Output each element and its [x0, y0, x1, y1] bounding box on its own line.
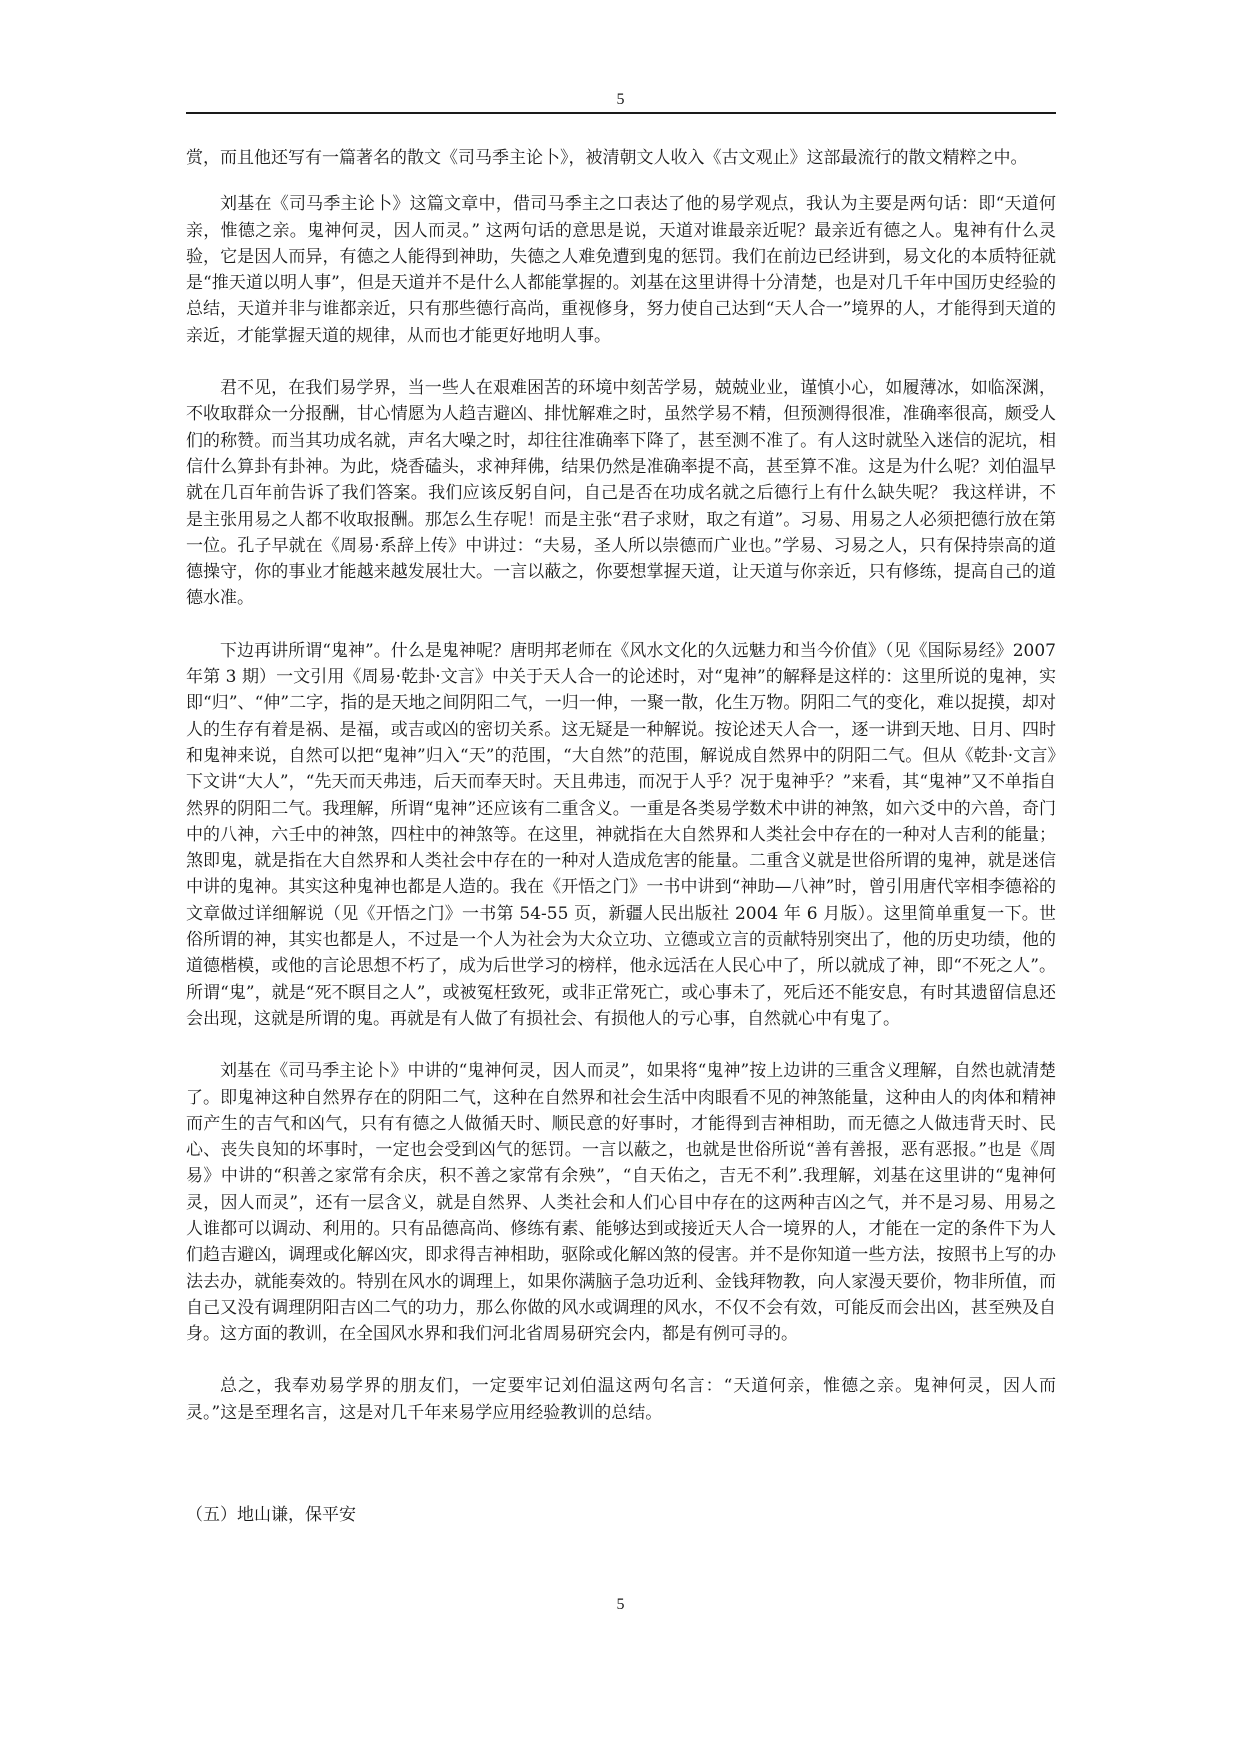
paragraph-2: 刘基在《司马季主论卜》这篇文章中，借司马季主之口表达了他的易学观点，我认为主要是两句话：即“天道何亲，惟德之亲。鬼神何灵，因人而灵。” 这两句话的意思是说，天道对谁最亲近呢？最亲近有德之人。鬼神有什么灵验，它是因人而异，有德之人能得到神助，失德之人难免遭到鬼的惩罚。我们在前边已经讲到，易文化的本质特征就是“推天道以明人事”，但是天道并不是什么人都能掌握的。刘基在这里讲得十分清楚，也是对几千年中国历史经验的总结，天道并非与谁都亲近，只有那些德行高尚，重视修身，努力使自己达到“天人合一”境界的人，才能得到天道的亲近，才能掌握天道的规律，从而也才能更好地明人事。	[186, 194, 1056, 346]
paragraph-5: 刘基在《司马季主论卜》中讲的“鬼神何灵，因人而灵”，如果将“鬼神”按上边讲的三重含义理解，自然也就清楚了。即鬼神这种自然界存在的阴阳二气，这种在自然界和社会生活中肉眼看不见的神煞能量，这种由人的肉体和精神而产生的吉气和凶气，只有有德之人做循天时、顺民意的好事时，才能得到吉神相助，而无德之人做违背天时、民心、丧失良知的坏事时，一定也会受到凶气的惩罚。一言以蔽之，也就是世俗所说“善有善报，恶有恶报。”也是《周易》中讲的“积善之家常有余庆，积不善之家常有余殃”，“自天佑之，吉无不利”.我理解，刘基在这里讲的“鬼神何灵，因人而灵”，还有一层含义，就是自然界、人类社会和人们心目中存在的这两种吉凶之气，并不是习易、用易之人谁都可以调动、利用的。只有品德高尚、修练有素、能够达到或接近天人合一境界的人，才能在一定的条件下为人们趋吉避凶，调理或化解凶灾，即求得吉神相助，驱除或化解凶煞的侵害。并不是你知道一些方法，按照书上写的办法去办，就能奏效的。特别在风水的调理上，如果你满脑子急功近利、金钱拜物教，向人家漫天要价，物非所值，而自己又没有调理阴阳吉凶二气的功力，那么你做的风水或调理的风水，不仅不会有效，可能反而会出凶，甚至殃及自身。这方面的教训，在全国风水界和我们河北省周易研究会内，都是有例可寻的。	[186, 1061, 1056, 1345]
paragraph-4: 下边再讲所谓“鬼神”。什么是鬼神呢？唐明邦老师在《风水文化的久远魅力和当今价值》（见《国际易经》2007 年第 3 期）一文引用《周易·乾卦·文言》中关于天人合一的论述时，对“鬼神”的解释是这样的：这里所说的鬼神，实即“归”、“伸”二字，指的是天地之间阴阳二气，一归一伸，一聚一散，化生万物。阴阳二气的变化，难以捉摸，却对人的生存有着是祸、是福，或吉或凶的密切关系。这无疑是一种解说。按论述天人合一，逐一讲到天地、日月、四时和鬼神来说，自然可以把“鬼神”归入“天”的范围，“大自然”的范围，解说成自然界中的阴阳二气。但从《乾卦·文言》下文讲“大人”，“先天而天弗违，后天而奉天时。天且弗违，而况于人乎？况于鬼神乎？”来看，其“鬼神”又不单指自然界的阴阳二气。我理解，所谓“鬼神”还应该有二重含义。一重是各类易学数术中讲的神煞，如六爻中的六兽，奇门中的八神，六壬中的神煞，四柱中的神煞等。在这里，神就指在大自然界和人类社会中存在的一种对人吉利的能量；煞即鬼，就是指在大自然界和人类社会中存在的一种对人造成危害的能量。二重含义就是世俗所谓的鬼神，就是迷信中讲的鬼神。其实这种鬼神也都是人造的。我在《开悟之门》一书中讲到“神助—八神”时，曾引用唐代宰相李德裕的文章做过详细解说（见《开悟之门》一书第 54-55 页，新疆人民出版社 2004 年 6 月版）。这里简单重复一下。世俗所谓的神，其实也都是人，不过是一个人为社会为大众立功、立德或立言的贡献特别突出了，他的历史功绩，他的道德楷模，或他的言论思想不朽了，成为后世学习的榜样，他永远活在人民心中了，所以就成了神，即“不死之人”。所谓“鬼”，就是“死不瞑目之人”，或被冤枉致死，或非正常死亡，或心事未了，死后还不能安息，有时其遗留信息还会出现，这就是所谓的鬼。再就是有人做了有损社会、有损他人的亏心事，自然就心中有鬼了。	[186, 640, 1056, 1029]
header-page-number: 5	[616, 91, 625, 108]
section-heading: （五）地山谦，保平安	[186, 1505, 356, 1525]
document-body	[186, 145, 1056, 1452]
paragraph-1: 赏，而且他还写有一篇著名的散文《司马季主论卜》，被清朝文人收入《古文观止》这部最流行的散文精粹之中。	[186, 148, 1028, 168]
header-rule	[186, 112, 1056, 114]
paragraph-3: 君不见，在我们易学界，当一些人在艰难困苦的环境中刻苦学易，兢兢业业，谨慎小心，如履薄冰，如临深渊，不收取群众一分报酬，甘心情愿为人趋吉避凶、排忧解难之时，虽然学易不精，但预测得很准，准确率很高，颇受人们的称赞。而当其功成名就，声名大噪之时，却往往准确率下降了，甚至测不准了。有人这时就坠入迷信的泥坑，相信什么算卦有卦神。为此，烧香磕头，求神拜佛，结果仍然是准确率提不高，甚至算不准。这是为什么呢？刘伯温早就在几百年前告诉了我们答案。我们应该反躬自问，自己是否在功成名就之后德行上有什么缺失呢？ 我这样讲，不是主张用易之人都不收取报酬。那怎么生存呢！而是主张“君子求财，取之有道”。习易、用易之人必须把德行放在第一位。孔子早就在《周易·系辞上传》中讲过：“夫易，圣人所以崇德而广业也。”学易、习易之人，只有保持崇高的道德操守，你的事业才能越来越发展壮大。一言以蔽之，你要想掌握天道，让天道与你亲近，只有修练，提高自己的道德水准。	[186, 378, 1056, 609]
paragraph-6: 总之，我奉劝易学界的朋友们，一定要牢记刘伯温这两句名言：“天道何亲，惟德之亲。鬼神何灵，因人而灵。”这是至理名言，这是对几千年来易学应用经验教训的总结。	[186, 1376, 1056, 1423]
footer-page-number: 5	[616, 1596, 625, 1613]
